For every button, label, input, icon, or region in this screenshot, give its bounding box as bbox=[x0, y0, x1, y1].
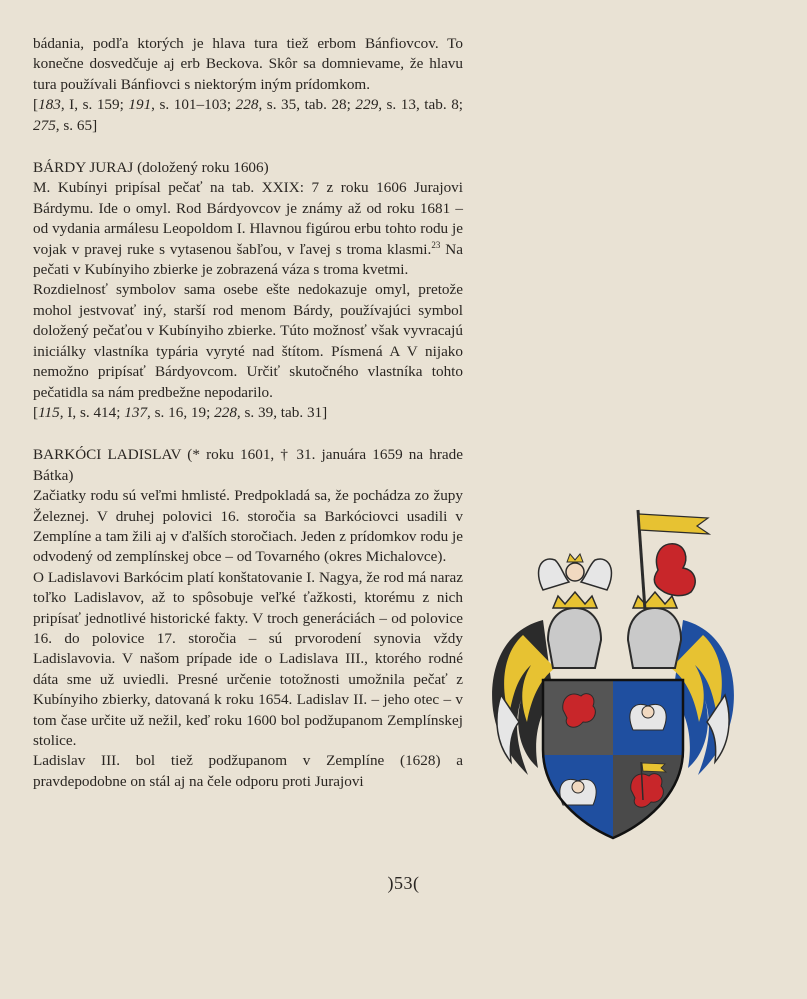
references: [183, I, s. 159; 191, s. 101–103; 228, s. 35, tab. 28; 229, s. 13, tab. 8; 275, s. 65] bbox=[33, 96, 464, 134]
footnote-ref: 23 bbox=[431, 239, 441, 250]
page-number: )53( bbox=[387, 873, 420, 893]
paragraph: Ladislav III. bol tiež podžupanom v Zemplíne (1628) a pravdepodobne on stál aj na čele odporu proti Jurajovi bbox=[33, 752, 463, 790]
entry-title-bardy: BÁRDY JURAJ (doložený roku 1606) bbox=[33, 159, 269, 177]
references: [115, I, s. 414; 137, s. 16, 19; 228, s. 39, tab. 31] bbox=[33, 403, 328, 421]
paragraph: Začiatky rodu sú veľmi hmlisté. Predpokladá sa, že pochádza zo župy Železnej. V druhej polovici 16. storočia sa Barkóciovci usadili v Zemplíne a tam žili aj v ďalších storočiach. Jeden z prídomkov rodu je odvodený od zemplínskej obce – od Tovarného (okres Michalovce). bbox=[33, 487, 463, 566]
paragraph: Rozdielnosť symbolov sama osebe ešte nedokazuje omyl, pretože mohol jestvovať iný, starší rod menom Bárdy, používajúci symbol doložený pečaťou v Kubínyiho zbierke. Túto možnosť však vyvracajú iniciálky vlastníka typária vyryté nad štítom. Písmená A V nijako nemožno pripísať Bárdyovcom. Určiť skutočného vlastníka tohto pečatidla sa nám predbežne nepodarilo. bbox=[33, 281, 463, 401]
paragraph: bádania, podľa ktorých je hlava tura tiež erbom Bánfiovcov. To konečne dosvedčuje aj erb Beckova. Skôr sa domnievame, že hlavu tura používali Bánfiovci s niektorým iným prídomkom. bbox=[33, 35, 463, 93]
entry-title-barkoci: BARKÓCI LADISLAV (* roku 1601, † 31. januára 1659 na hrade Bátka) bbox=[33, 446, 463, 484]
paragraph: O Ladislavovi Barkócim platí konštatovanie I. Nagya, že rod má naraz toľko Ladislavov, až to spôsobuje veľké ťažkosti, ktorému z nich pripísať jednotlivé historické fakty. V troch generáciách – od polovice 16. do polovice 17. storočia – sú prvorodení synovia vždy Ladislavovia. V našom prípade ide o Ladislava III., ktorého rodné dáta sme už uviedli. Presné určenie totožnosti umožnila pečať z Kubínyiho zbierky, datovaná k roku 1654. Ladislav II. – jeho otec – v tom čase určite už nežil, keď roku 1600 bol podžupanom Zemplínskej stolice. bbox=[33, 568, 463, 749]
paragraph: M. Kubínyi pripísal pečať na tab. XXIX: 7 z roku 1606 Jurajovi Bárdymu. Ide o omyl. Rod Bárdyovcov je známy až od roku 1681 – od vydania armálesu Leopoldom I. Hlavnou figúrou erbu tohto rodu je vojak v pravej ruke s vytasenou šabľou, v ľavej s troma klasmi.$^{23}$ Na pečati v Kubínyiho zbierke je zobrazená váza s troma kvetmi. bbox=[33, 179, 463, 279]
coat-of-arms-icon bbox=[483, 500, 743, 850]
text-column bbox=[33, 34, 463, 792]
